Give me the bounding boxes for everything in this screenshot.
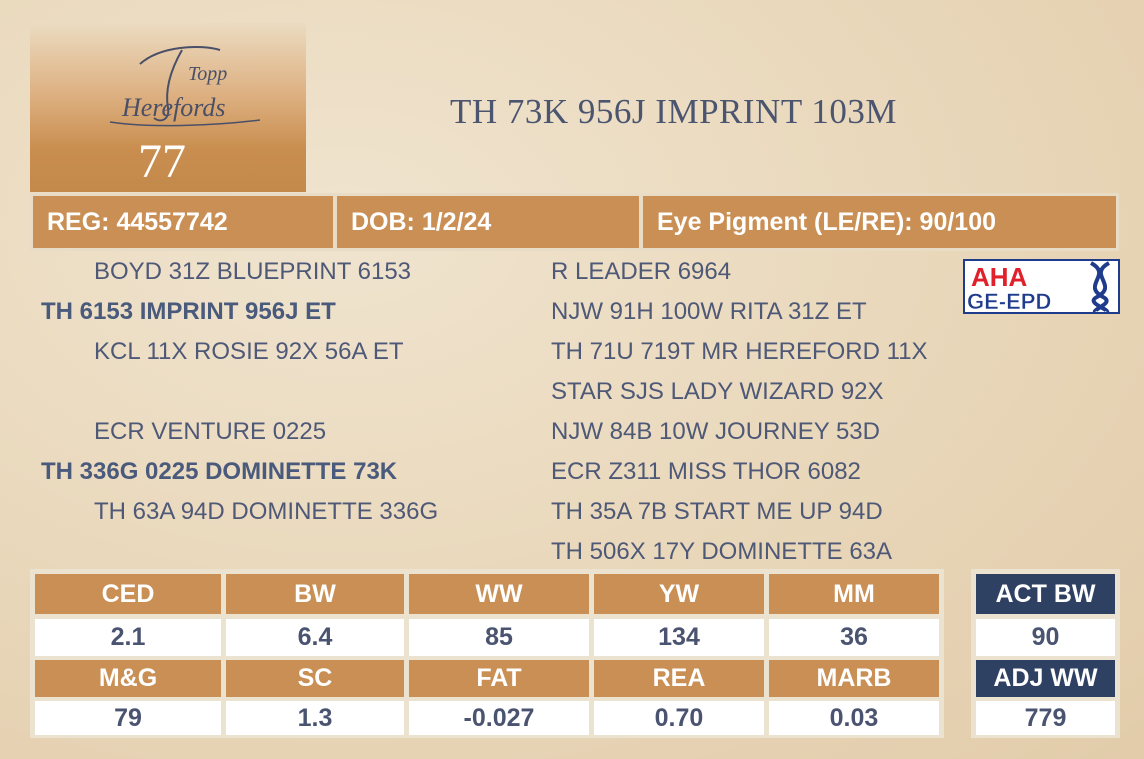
epd-value: 0.70 [594, 701, 764, 735]
epd-header: CED [35, 574, 221, 614]
epd-table [30, 569, 944, 738]
dna-helix-icon [963, 259, 1120, 314]
animal-name: TH 73K 956J IMPRINT 103M [450, 92, 897, 131]
epd-value: 36 [769, 619, 939, 656]
pedigree-sire-sire: BOYD 31Z BLUEPRINT 6153 [94, 258, 412, 285]
pedigree-sire: TH 6153 IMPRINT 956J ET [41, 298, 336, 325]
svg-text:Topp: Topp [188, 63, 228, 85]
date-of-birth: DOB: 1/2/24 [337, 196, 639, 248]
actual-weights-table [971, 569, 1120, 738]
registration-number: REG: 44557742 [33, 196, 333, 248]
aha-ge-epd-badge [963, 259, 1120, 314]
pedigree-ancestor: ECR Z311 MISS THOR 6082 [551, 458, 861, 485]
info-bar [30, 193, 1119, 251]
epd-value: -0.027 [409, 701, 589, 735]
epd-header: YW [594, 574, 764, 614]
epd-header: REA [594, 660, 764, 697]
pedigree-ancestor: R LEADER 6964 [551, 258, 732, 285]
epd-value: 134 [594, 619, 764, 656]
pedigree-ancestor: TH 506X 17Y DOMINETTE 63A [551, 538, 893, 565]
epd-header: MM [769, 574, 939, 614]
svg-text:AHA: AHA [971, 262, 1028, 292]
pedigree-dam-sire: ECR VENTURE 0225 [94, 418, 327, 445]
epd-value: 79 [35, 701, 221, 735]
epd-header: M&G [35, 660, 221, 697]
epd-value: 1.3 [226, 701, 404, 735]
act-bw-label: ACT BW [976, 574, 1115, 614]
pedigree-ancestor: TH 35A 7B START ME UP 94D [551, 498, 883, 525]
epd-header: SC [226, 660, 404, 697]
adj-ww-value: 779 [976, 701, 1115, 735]
epd-header: WW [409, 574, 589, 614]
epd-value: 85 [409, 619, 589, 656]
pedigree-sire-dam: KCL 11X ROSIE 92X 56A ET [94, 338, 404, 365]
epd-value: 2.1 [35, 619, 221, 656]
adj-ww-label: ADJ WW [976, 660, 1115, 697]
epd-value: 6.4 [226, 619, 404, 656]
epd-value: 0.03 [769, 701, 939, 735]
pedigree-ancestor: STAR SJS LADY WIZARD 92X [551, 378, 884, 405]
lot-number: 77 [138, 135, 186, 188]
pedigree-ancestor: TH 71U 719T MR HEREFORD 11X [551, 338, 928, 365]
pedigree-ancestor: NJW 91H 100W RITA 31Z ET [551, 298, 867, 325]
pedigree-dam: TH 336G 0225 DOMINETTE 73K [41, 458, 398, 485]
topp-herefords-logo [70, 36, 280, 146]
svg-text:GE-EPD: GE-EPD [967, 289, 1052, 314]
svg-text:Herefords: Herefords [122, 93, 226, 122]
eye-pigment: Eye Pigment (LE/RE): 90/100 [643, 196, 1116, 248]
pedigree-ancestor: NJW 84B 10W JOURNEY 53D [551, 418, 880, 445]
epd-header: FAT [409, 660, 589, 697]
logo-block [30, 22, 306, 192]
act-bw-value: 90 [976, 619, 1115, 656]
epd-header: BW [226, 574, 404, 614]
pedigree-dam-dam: TH 63A 94D DOMINETTE 336G [94, 498, 439, 525]
epd-header: MARB [769, 660, 939, 697]
